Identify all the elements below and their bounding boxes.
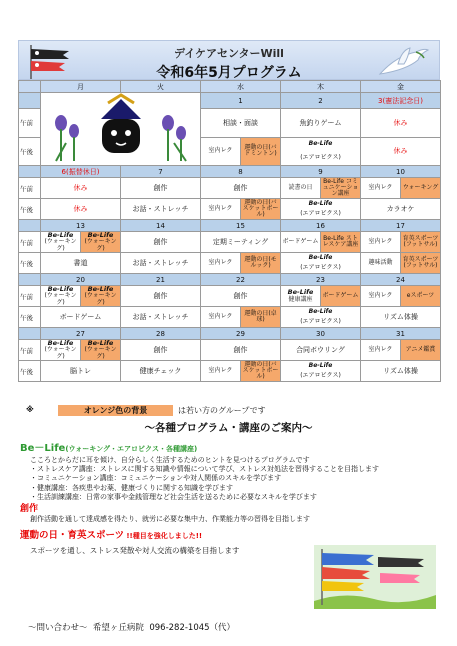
event-youth: Be-Life ストレスケア講座 bbox=[320, 232, 360, 252]
event: お話・ストレッチ bbox=[121, 253, 201, 274]
event-belife: Be-Life bbox=[308, 140, 333, 148]
event: 脳トレ bbox=[41, 361, 121, 382]
event: ボードゲーム bbox=[41, 307, 121, 328]
event: 魚釣りゲーム bbox=[281, 109, 361, 137]
section-title: ～各種プログラム・講座のご案内～ bbox=[144, 422, 313, 434]
event: 趣味活動 bbox=[368, 258, 393, 266]
event: 室内レク bbox=[368, 345, 393, 353]
event: ボードゲーム bbox=[282, 237, 319, 245]
event-sub: (エアロビクス) bbox=[300, 263, 341, 271]
event-holiday: 休み bbox=[41, 178, 121, 199]
event-sub: (エアロビクス) bbox=[300, 317, 341, 325]
label-am: 午前 bbox=[19, 109, 41, 137]
contact-line bbox=[28, 621, 235, 633]
event-youth: アニメ鑑賞 bbox=[400, 340, 440, 360]
event: 室内レク bbox=[368, 291, 393, 299]
event: 室内レク bbox=[208, 312, 233, 320]
belife-item: ・コミュニケーション講座：コミュニケーションや対人関係のスキルを学びます bbox=[30, 474, 282, 483]
date-1: 1 bbox=[201, 93, 281, 109]
week4-date-row: 20 21 22 23 24 bbox=[19, 274, 441, 286]
contact-label: ～問い合わせ～ bbox=[28, 623, 88, 633]
event: 室内レク bbox=[208, 147, 233, 155]
sports-tail: !!種目を強化しました!! bbox=[126, 532, 203, 541]
belife-desc: こころとからだに耳を傾け、自分らしく生活するためのヒントを見つけるプログラムです bbox=[30, 455, 310, 464]
event-youth: ボードゲーム bbox=[320, 286, 360, 306]
event: 創作 bbox=[121, 286, 201, 307]
event: リズム体操 bbox=[361, 361, 441, 382]
event-belife: Be-Life bbox=[308, 307, 333, 315]
dove-icon bbox=[376, 44, 431, 78]
event: 合同ボウリング bbox=[281, 340, 361, 361]
week2-am-row: 午前 休み 創作 創作 読書の日 Be-Life コミュニケーション講座 室内レク ウォーキング bbox=[19, 178, 441, 199]
event-youth: Be-Life (ウォーキング) bbox=[80, 286, 120, 306]
event-youth: 育英スポーツ(フットサル) bbox=[400, 253, 440, 273]
page-header bbox=[18, 40, 440, 80]
day-mon: 月 bbox=[41, 81, 121, 93]
event: 定期ミーティング bbox=[201, 232, 281, 253]
event: 創作 bbox=[121, 178, 201, 199]
sosaku-title: 創作 bbox=[20, 503, 39, 514]
label-pm: 午後 bbox=[19, 137, 41, 165]
illustration-kabuto bbox=[41, 93, 201, 166]
week4-am-row: 午前 Be-Life (ウォーキング) Be-Life (ウォーキング) 創作 創作 Be-Life 健康講座 ボードゲーム 室内レク eスポーツ bbox=[19, 286, 441, 307]
event-youth: Be-Life コミュニケーション講座 bbox=[320, 178, 360, 198]
date-7: 7 bbox=[121, 166, 201, 178]
event-belife: Be-Life bbox=[308, 361, 333, 369]
program-info bbox=[20, 442, 440, 556]
week2-pm-row: 午後 休み お話・ストレッチ 室内レク 運動の日(バスケットボール) Be-Life (エアロビクス) カラオケ bbox=[19, 199, 441, 220]
kabuto-iris-icon bbox=[46, 93, 196, 163]
center-name: デイケアセンターWill bbox=[174, 47, 284, 60]
event: 室内レク bbox=[368, 183, 393, 191]
event-youth: Be-Life (ウォーキング) bbox=[80, 340, 120, 360]
day-tue: 火 bbox=[121, 81, 201, 93]
event: カラオケ bbox=[361, 199, 441, 220]
week3-date-row: 13 14 15 16 17 bbox=[19, 220, 441, 232]
event-youth: 運動の日(バスケットボール) bbox=[240, 199, 280, 219]
event: 創作 bbox=[121, 340, 201, 361]
event-sub: (エアロビクス) bbox=[300, 154, 341, 161]
event: リズム体操 bbox=[361, 307, 441, 328]
event: お話・ストレッチ bbox=[121, 199, 201, 220]
legend: ※ オレンジ色の背景 は若い方のグループです bbox=[26, 405, 266, 415]
koinobori-icon bbox=[314, 545, 436, 609]
corner-cell bbox=[19, 81, 41, 93]
event: 読書の日 bbox=[288, 183, 313, 191]
belife-item: ・生活訓練講座：日常の家事や金銭管理など社会生活を送るために必要なスキルを学びます bbox=[30, 493, 317, 502]
event: 室内レク bbox=[208, 258, 233, 266]
week4-pm-row: 午後 ボードゲーム お話・ストレッチ 室内レク 運動の日(卓球) Be-Life (エアロビクス) リズム体操 bbox=[19, 307, 441, 328]
event: 創作 bbox=[201, 178, 281, 199]
event: 室内レク bbox=[368, 237, 393, 245]
belife-title: Be－Life bbox=[20, 443, 66, 454]
sosaku-desc: 創作活動を通して達成感を得たり、就労に必要な集中力、作業能力等の習得を目指します bbox=[30, 514, 310, 523]
event-youth: 運動の日(モルック) bbox=[240, 253, 280, 273]
sports-desc: スポーツを通し、ストレス発散や対人交流の構築を目指します bbox=[30, 546, 240, 556]
event-youth: Be-Life (ウォーキング) bbox=[80, 232, 120, 252]
week1-date-row bbox=[19, 93, 441, 109]
day-wed: 水 bbox=[201, 81, 281, 93]
belife-sub: (ウォーキング・エアロビクス・各種講座) bbox=[65, 445, 198, 453]
event: 室内レク bbox=[208, 366, 233, 374]
date-10: 10 bbox=[361, 166, 441, 178]
date-2: 2 bbox=[281, 93, 361, 109]
date-8: 8 bbox=[201, 166, 281, 178]
week2-date-row bbox=[19, 166, 441, 178]
event: 創作 bbox=[201, 286, 281, 307]
schedule-table bbox=[18, 80, 441, 382]
date-9: 9 bbox=[281, 166, 361, 178]
belife-item: ・健康講座：各疾患やお薬、健康づくりに関する知識を学びます bbox=[30, 483, 233, 492]
date-3: 3(憲法記念日) bbox=[361, 93, 441, 109]
event-holiday: 休み bbox=[361, 137, 441, 165]
weekday-header-row bbox=[19, 81, 441, 93]
contact-org: 希望ヶ丘病院 bbox=[92, 623, 144, 633]
event-sub: (エアロビクス) bbox=[300, 209, 341, 217]
day-fri: 金 bbox=[361, 81, 441, 93]
event-holiday: 休み bbox=[41, 199, 121, 220]
event-youth: eスポーツ bbox=[400, 286, 440, 306]
event-youth: ウォーキング bbox=[400, 178, 440, 198]
event: 書道 bbox=[41, 253, 121, 274]
event-belife: Be-Life bbox=[308, 199, 333, 207]
event: 室内レク bbox=[208, 204, 233, 212]
event-holiday: 休み bbox=[361, 109, 441, 137]
event: 創作 bbox=[201, 340, 281, 361]
week3-am-row: 午前 Be-Life (ウォーキング) Be-Life (ウォーキング) 創作 定期ミーティング ボードゲーム Be-Life ストレスケア講座 室内レク 育英スポーツ(フットサル) bbox=[19, 232, 441, 253]
belife-item: ・ストレスケア講座：ストレスに関する知識や情報について学び、ストレス対処法を習得することを目指します bbox=[30, 464, 379, 473]
event-youth: 運動の日(バドミントン) bbox=[240, 138, 280, 165]
day-thu: 木 bbox=[281, 81, 361, 93]
contact-tel: 096-282-1045（代） bbox=[149, 623, 236, 633]
page-title: 令和6年5月プログラム bbox=[156, 65, 302, 81]
legend-text: は若い方のグループです bbox=[178, 406, 266, 415]
week3-pm-row: 午後 書道 お話・ストレッチ 室内レク 運動の日(モルック) Be-Life (エアロビクス) 趣味活動 育英スポーツ(フットサル) bbox=[19, 253, 441, 274]
event: 相談・面談 bbox=[201, 109, 281, 137]
legend-orange-box: オレンジ色の背景 bbox=[58, 405, 173, 416]
event-youth: 運動の日(バスケットボール) bbox=[240, 361, 280, 381]
event: お話・ストレッチ bbox=[121, 307, 201, 328]
sports-title: 運動の日・育英スポーツ bbox=[20, 530, 125, 542]
week5-date-row: 27 28 29 30 31 bbox=[19, 328, 441, 340]
week5-pm-row: 午後 脳トレ 健康チェック 室内レク 運動の日(バスケットボール) Be-Life (エアロビクス) リズム体操 bbox=[19, 361, 441, 382]
event: 創作 bbox=[121, 232, 201, 253]
event-youth: 育英スポーツ(フットサル) bbox=[400, 232, 440, 252]
event-youth: 運動の日(卓球) bbox=[240, 307, 280, 327]
event: 健康チェック bbox=[121, 361, 201, 382]
event-sub: (エアロビクス) bbox=[300, 371, 341, 379]
event-belife: Be-Life bbox=[308, 253, 333, 261]
week5-am-row: 午前 Be-Life (ウォーキング) Be-Life (ウォーキング) 創作 創作 合同ボウリング 室内レク アニメ鑑賞 bbox=[19, 340, 441, 361]
date-6: 6(振替休日) bbox=[41, 166, 121, 178]
